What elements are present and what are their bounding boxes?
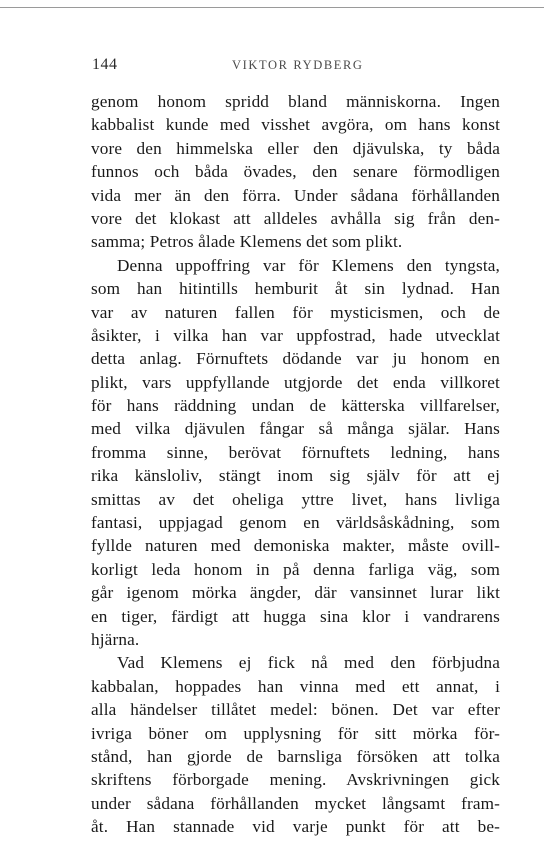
text-line: smittas av det oheliga yttre livet, hans livliga bbox=[91, 489, 500, 509]
text-line: fantasi, uppjagad genom en världsåskådning, som bbox=[91, 513, 500, 533]
text-line: var av naturen fallen för mysticismen, och de bbox=[91, 302, 500, 322]
text-line: genom honom spridd bland människorna. Ingen bbox=[91, 92, 500, 111]
page-header bbox=[92, 56, 502, 76]
text-line: med vilka djävulen fångar så många själar. Hans bbox=[91, 419, 500, 439]
page-number: 144 bbox=[92, 56, 118, 73]
text-line: som han hitintills hemburit åt sin lydnad. Han bbox=[91, 279, 500, 299]
top-rule bbox=[0, 7, 544, 8]
text-line: skriftens förborgade mening. Avskrivningen gick bbox=[91, 770, 500, 790]
text-line: vida mer än den förra. Under sådana förhållanden bbox=[91, 185, 500, 205]
text-line: vore det klokast att alldeles avhålla sig från den- bbox=[91, 208, 500, 228]
text-line: kabbalan, hoppades han vinna med ett annat, i bbox=[91, 676, 500, 696]
text-line: åt. Han stannade vid varje punkt för att be- bbox=[91, 817, 500, 837]
text-line: fyllde naturen med demoniska makter, måste ovill- bbox=[91, 536, 500, 556]
text-line: åsikter, i vilka han var uppfostrad, hade utvecklat bbox=[91, 325, 500, 345]
text-line: samma; Petros ålade Klemens det som plikt. bbox=[91, 232, 403, 252]
text-line: korligt leda honom in på denna farliga väg, som bbox=[91, 559, 500, 579]
text-line: rika känsloliv, stängt inom sig själv för att ej bbox=[91, 466, 500, 486]
text-line: en tiger, färdigt att hugga sina klor i vandrarens bbox=[91, 606, 500, 626]
text-line: fromma sinne, berövat förnuftets ledning, hans bbox=[91, 442, 500, 462]
text-line: stånd, han gjorde de barnsliga försöken att tolka bbox=[91, 746, 500, 766]
text-line: går igenom mörka ängder, där vansinnet lurar likt bbox=[91, 583, 500, 603]
text-line: kabbalist kunde med visshet avgöra, om hans konst bbox=[91, 115, 500, 135]
text-line: detta anlag. Förnuftets dödande var ju honom en bbox=[91, 349, 500, 369]
text-line: för hans räddning undan de kätterska villfarelser, bbox=[91, 396, 500, 416]
text-line: alla händelser tillåtet medel: bönen. Det var efter bbox=[91, 700, 500, 720]
text-line: ivriga böner om upplysning för sitt mörka för- bbox=[91, 723, 500, 743]
text-line: funnos och båda övades, den senare förmodligen bbox=[91, 162, 500, 182]
text-line: hjärna. bbox=[91, 629, 140, 649]
running-head: VIKTOR RYDBERG bbox=[232, 58, 364, 72]
text-line: plikt, vars uppfyllande utgjorde det enda villkoret bbox=[91, 372, 500, 392]
body-text bbox=[91, 90, 500, 839]
paragraph-start-line: Vad Klemens ej fick nå med den förbjudna bbox=[117, 653, 500, 673]
text-line: vore den himmelska eller den djävulska, ty båda bbox=[91, 138, 500, 158]
text-line: under sådana förhållanden mycket långsamt fram- bbox=[91, 793, 500, 813]
paragraph-start-line: Denna uppoffring var för Klemens den tyngsta, bbox=[117, 255, 500, 275]
